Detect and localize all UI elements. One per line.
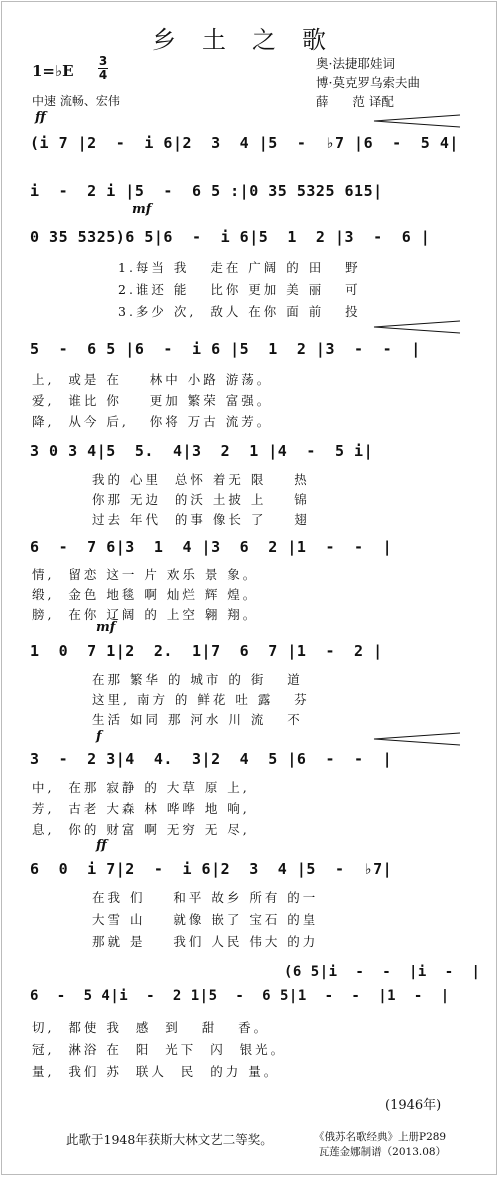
score-line-1: (i 7 |2 - i 6|2 3 4 |5 - ♭7 |6 - 5 4| [30, 134, 459, 152]
tempo-marking: 中速 流畅、宏伟 [32, 94, 120, 108]
lyric-verse-1: 情, 留恋 这一 片 欢乐 景 象。 [32, 567, 259, 582]
dynamic-mf: mf [132, 202, 152, 217]
source-line-1: 《俄苏名歌经典》上册P289 [314, 1131, 447, 1143]
lyric-verse-3: 那就 是 我们 人民 伟大 的力 [92, 934, 319, 949]
dynamic-ff: ff [35, 110, 46, 125]
lyric-verse-3: 量, 我们 苏 联人 民 的力 量。 [32, 1064, 280, 1079]
score-line-2: i - 2 i |5 - 6 5 :|0 35 5325 615| [30, 182, 383, 200]
lyric-verse-1: 在我 们 和平 故乡 所有 的一 [92, 890, 319, 905]
song-title: 乡土之歌 [152, 26, 352, 54]
score-line-3: 0 35 5325)6 5|6 - i 6|5 1 2 |3 - 6 | [30, 228, 431, 246]
score-page [1, 1, 497, 1175]
crescendo-hairpin-2 [372, 320, 462, 334]
key-signature: 1=♭E [32, 62, 74, 80]
lyric-verse-1: 中, 在那 寂静 的 大草 原 上, [32, 780, 250, 795]
lyric-verse-3: 息, 你的 财富 啊 无穷 无 尽, [32, 822, 250, 837]
time-signature [98, 55, 108, 82]
lyric-verse-1: 在那 繁华 的 城市 的 街 道 [92, 672, 303, 687]
lyric-verse-3: 3.多少 次, 敌人 在你 面 前 投 [118, 304, 361, 319]
lyric-verse-2: 大雪 山 就像 嵌了 宝石 的皇 [92, 912, 319, 927]
score-line-10-alt: (6 5|i - - |i - | [284, 964, 481, 980]
lyric-verse-3: 膀, 在你 辽阔 的 上空 翱 翔。 [32, 607, 259, 622]
lyric-verse-3: 降, 从今 后, 你将 万古 流芳。 [32, 414, 273, 429]
composition-year: (1946年) [385, 1098, 442, 1113]
dynamic-f: f [96, 729, 102, 744]
score-line-4: 5 - 6 5 |6 - i 6 |5 1 2 |3 - - | [30, 340, 421, 358]
score-line-7: 1 0 7 1|2 2. 1|7 6 7 |1 - 2 | [30, 642, 383, 660]
translator-credit: 薛 范 译配 [316, 94, 394, 109]
score-line-9: 6 0 i 7|2 - i 6|2 3 4 |5 - ♭7| [30, 860, 393, 878]
source-note [314, 1130, 446, 1160]
source-line-2: 瓦莲金娜制谱（2013.08） [318, 1146, 447, 1158]
score-line-6: 6 - 7 6|3 1 4 |3 6 2 |1 - - | [30, 538, 393, 556]
lyric-verse-2: 2.谁还 能 比你 更加 美 丽 可 [118, 282, 361, 297]
lyric-verse-2: 缎, 金色 地毯 啊 灿烂 辉 煌。 [32, 587, 259, 602]
score-line-10: 6 - 5 4|i - 2 1|5 - 6 5|1 - - |1 - | [30, 988, 450, 1004]
lyric-verse-2: 你那 无边 的沃 土披 上 锦 [92, 492, 310, 507]
crescendo-hairpin-3 [372, 732, 462, 746]
meter-bottom: 4 [98, 68, 108, 82]
crescendo-hairpin [372, 114, 462, 128]
lyric-verse-2: 这里, 南方 的 鲜花 吐 露 芬 [92, 692, 310, 707]
meter-top: 3 [98, 54, 108, 68]
credits [316, 54, 420, 111]
lyric-verse-3: 生活 如同 那 河水 川 流 不 [92, 712, 303, 727]
lyric-verse-1: 上, 或是 在 林中 小路 游荡。 [32, 372, 273, 387]
composer-credit: 博·莫克罗乌索夫曲 [316, 75, 420, 90]
lyric-verse-2: 冠, 淋浴 在 阳 光下 闪 银光。 [32, 1042, 287, 1057]
lyric-verse-1: 我的 心里 总怀 着无 限 热 [92, 472, 310, 487]
lyric-verse-1: 切, 都使 我 感 到 甜 香。 [32, 1020, 270, 1035]
score-line-5: 3 0 3 4|5 5. 4|3 2 1 |4 - 5 i| [30, 442, 374, 460]
lyric-verse-2: 芳, 古老 大森 林 哗哗 地 响, [32, 801, 250, 816]
award-note: 此歌于1948年获斯大林文艺二等奖。 [66, 1132, 273, 1147]
lyric-verse-1: 1.每当 我 走在 广阔 的 田 野 [118, 260, 361, 275]
lyric-verse-2: 爱, 谁比 你 更加 繁荣 富强。 [32, 393, 273, 408]
score-line-8: 3 - 2 3|4 4. 3|2 4 5 |6 - - | [30, 750, 393, 768]
lyric-verse-3: 过去 年代 的事 像长 了 翅 [92, 512, 310, 527]
dynamic-mf-2: mf [96, 620, 116, 635]
lyricist-credit: 奥·法捷耶娃词 [316, 56, 395, 71]
dynamic-ff-2: ff [96, 838, 107, 853]
